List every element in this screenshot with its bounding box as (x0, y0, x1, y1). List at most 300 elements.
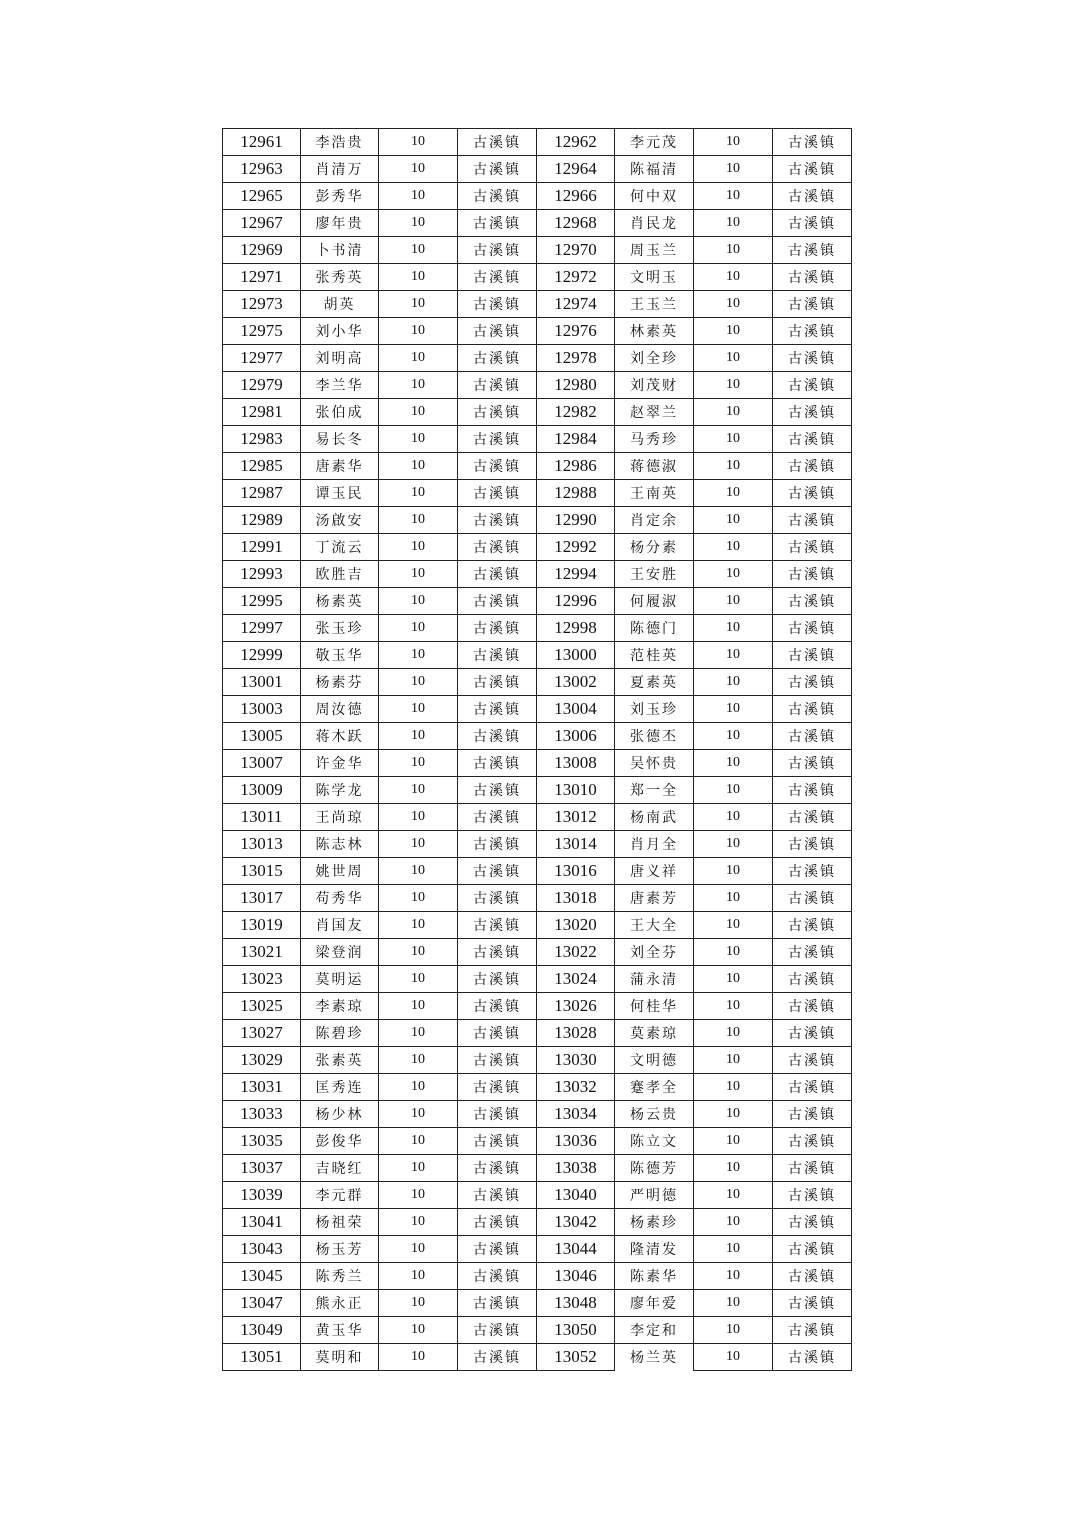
table-row (223, 750, 852, 777)
table-row (223, 1182, 852, 1209)
table-row (223, 318, 852, 345)
town-name-cell: 古溪镇 (458, 399, 537, 426)
person-name-cell: 杨素芬 (301, 669, 379, 696)
person-name-cell: 熊永正 (301, 1290, 379, 1317)
amount-cell: 10 (379, 561, 458, 588)
amount-cell: 10 (694, 291, 773, 318)
amount-cell: 10 (694, 696, 773, 723)
table-row (223, 1236, 852, 1263)
town-name-cell: 古溪镇 (773, 561, 852, 588)
record-id-cell: 13030 (537, 1047, 615, 1074)
record-id-cell: 12977 (223, 345, 301, 372)
table-row (223, 1101, 852, 1128)
person-name-cell: 谭玉民 (301, 480, 379, 507)
amount-cell: 10 (379, 237, 458, 264)
town-name-cell: 古溪镇 (773, 372, 852, 399)
record-id-cell: 12961 (223, 129, 301, 156)
person-name-cell: 彭秀华 (301, 183, 379, 210)
table-row (223, 885, 852, 912)
person-name-cell: 唐义祥 (615, 858, 694, 885)
table-row (223, 804, 852, 831)
person-name-cell: 廖年爱 (615, 1290, 694, 1317)
town-name-cell: 古溪镇 (458, 1182, 537, 1209)
person-name-cell: 王大全 (615, 912, 694, 939)
amount-cell: 10 (379, 156, 458, 183)
record-id-cell: 12987 (223, 480, 301, 507)
record-id-cell: 12964 (537, 156, 615, 183)
town-name-cell: 古溪镇 (458, 993, 537, 1020)
record-id-cell: 13045 (223, 1263, 301, 1290)
town-name-cell: 古溪镇 (458, 1209, 537, 1236)
person-name-cell: 隆清发 (615, 1236, 694, 1263)
amount-cell: 10 (379, 1236, 458, 1263)
amount-cell: 10 (694, 210, 773, 237)
record-id-cell: 12996 (537, 588, 615, 615)
town-name-cell: 古溪镇 (773, 426, 852, 453)
town-name-cell: 古溪镇 (458, 912, 537, 939)
person-name-cell: 李定和 (615, 1317, 694, 1344)
town-name-cell: 古溪镇 (773, 723, 852, 750)
table-row (223, 939, 852, 966)
record-id-cell: 13036 (537, 1128, 615, 1155)
table-row (223, 372, 852, 399)
town-name-cell: 古溪镇 (773, 885, 852, 912)
record-id-cell: 12991 (223, 534, 301, 561)
person-name-cell: 陈德芳 (615, 1155, 694, 1182)
table-row (223, 642, 852, 669)
amount-cell: 10 (694, 426, 773, 453)
town-name-cell: 古溪镇 (458, 426, 537, 453)
town-name-cell: 古溪镇 (773, 507, 852, 534)
town-name-cell: 古溪镇 (773, 831, 852, 858)
town-name-cell: 古溪镇 (458, 561, 537, 588)
table-row (223, 534, 852, 561)
person-name-cell: 陈德门 (615, 615, 694, 642)
person-name-cell: 许金华 (301, 750, 379, 777)
table-row (223, 1344, 852, 1371)
person-name-cell: 陈秀兰 (301, 1263, 379, 1290)
person-name-cell: 姚世周 (301, 858, 379, 885)
amount-cell: 10 (379, 318, 458, 345)
amount-cell: 10 (379, 1047, 458, 1074)
town-name-cell: 古溪镇 (773, 615, 852, 642)
person-name-cell: 蒋德淑 (615, 453, 694, 480)
table-row (223, 669, 852, 696)
table-row (223, 210, 852, 237)
person-name-cell: 刘小华 (301, 318, 379, 345)
town-name-cell: 古溪镇 (458, 129, 537, 156)
amount-cell: 10 (694, 453, 773, 480)
person-name-cell: 杨兰英 (615, 1344, 694, 1371)
table-row (223, 264, 852, 291)
record-id-cell: 13033 (223, 1101, 301, 1128)
amount-cell: 10 (694, 561, 773, 588)
town-name-cell: 古溪镇 (458, 750, 537, 777)
amount-cell: 10 (694, 1344, 773, 1371)
person-name-cell: 卜书清 (301, 237, 379, 264)
amount-cell: 10 (379, 1155, 458, 1182)
person-name-cell: 马秀珍 (615, 426, 694, 453)
amount-cell: 10 (379, 291, 458, 318)
person-name-cell: 杨分素 (615, 534, 694, 561)
person-name-cell: 李素琼 (301, 993, 379, 1020)
person-name-cell: 丁流云 (301, 534, 379, 561)
record-id-cell: 13009 (223, 777, 301, 804)
town-name-cell: 古溪镇 (458, 264, 537, 291)
amount-cell: 10 (379, 642, 458, 669)
record-id-cell: 13046 (537, 1263, 615, 1290)
amount-cell: 10 (694, 669, 773, 696)
record-id-cell: 12973 (223, 291, 301, 318)
town-name-cell: 古溪镇 (458, 723, 537, 750)
table-row (223, 1020, 852, 1047)
record-id-cell: 13039 (223, 1182, 301, 1209)
amount-cell: 10 (694, 1236, 773, 1263)
person-name-cell: 张秀英 (301, 264, 379, 291)
town-name-cell: 古溪镇 (773, 237, 852, 264)
record-id-cell: 13022 (537, 939, 615, 966)
amount-cell: 10 (379, 1317, 458, 1344)
person-name-cell: 王南英 (615, 480, 694, 507)
town-name-cell: 古溪镇 (773, 1236, 852, 1263)
town-name-cell: 古溪镇 (458, 615, 537, 642)
record-id-cell: 13032 (537, 1074, 615, 1101)
amount-cell: 10 (379, 696, 458, 723)
roster-table-body (223, 129, 852, 1371)
roster-table (222, 128, 852, 1371)
town-name-cell: 古溪镇 (773, 1155, 852, 1182)
table-row (223, 1074, 852, 1101)
amount-cell: 10 (694, 480, 773, 507)
town-name-cell: 古溪镇 (773, 777, 852, 804)
record-id-cell: 13051 (223, 1344, 301, 1371)
amount-cell: 10 (694, 534, 773, 561)
town-name-cell: 古溪镇 (773, 1209, 852, 1236)
town-name-cell: 古溪镇 (773, 993, 852, 1020)
table-row (223, 237, 852, 264)
record-id-cell: 12983 (223, 426, 301, 453)
town-name-cell: 古溪镇 (773, 1317, 852, 1344)
amount-cell: 10 (379, 1101, 458, 1128)
person-name-cell: 何履淑 (615, 588, 694, 615)
table-row (223, 426, 852, 453)
town-name-cell: 古溪镇 (773, 156, 852, 183)
record-id-cell: 13027 (223, 1020, 301, 1047)
amount-cell: 10 (379, 210, 458, 237)
person-name-cell: 杨素珍 (615, 1209, 694, 1236)
amount-cell: 10 (694, 1128, 773, 1155)
record-id-cell: 13015 (223, 858, 301, 885)
table-row (223, 777, 852, 804)
town-name-cell: 古溪镇 (458, 453, 537, 480)
town-name-cell: 古溪镇 (773, 642, 852, 669)
person-name-cell: 范桂英 (615, 642, 694, 669)
town-name-cell: 古溪镇 (458, 1128, 537, 1155)
person-name-cell: 严明德 (615, 1182, 694, 1209)
amount-cell: 10 (694, 1209, 773, 1236)
record-id-cell: 13028 (537, 1020, 615, 1047)
amount-cell: 10 (379, 129, 458, 156)
amount-cell: 10 (379, 669, 458, 696)
person-name-cell: 陈碧珍 (301, 1020, 379, 1047)
record-id-cell: 12966 (537, 183, 615, 210)
person-name-cell: 吉晓红 (301, 1155, 379, 1182)
person-name-cell: 胡英 (301, 291, 379, 318)
person-name-cell: 杨素英 (301, 588, 379, 615)
record-id-cell: 12997 (223, 615, 301, 642)
town-name-cell: 古溪镇 (773, 939, 852, 966)
amount-cell: 10 (694, 588, 773, 615)
record-id-cell: 13001 (223, 669, 301, 696)
record-id-cell: 13010 (537, 777, 615, 804)
record-id-cell: 12974 (537, 291, 615, 318)
town-name-cell: 古溪镇 (773, 1101, 852, 1128)
amount-cell: 10 (694, 1047, 773, 1074)
amount-cell: 10 (694, 264, 773, 291)
record-id-cell: 13041 (223, 1209, 301, 1236)
amount-cell: 10 (694, 183, 773, 210)
town-name-cell: 古溪镇 (458, 696, 537, 723)
person-name-cell: 张玉珍 (301, 615, 379, 642)
record-id-cell: 12970 (537, 237, 615, 264)
person-name-cell: 吴怀贵 (615, 750, 694, 777)
record-id-cell: 13005 (223, 723, 301, 750)
town-name-cell: 古溪镇 (773, 696, 852, 723)
amount-cell: 10 (379, 507, 458, 534)
person-name-cell: 张伯成 (301, 399, 379, 426)
person-name-cell: 唐素华 (301, 453, 379, 480)
record-id-cell: 12993 (223, 561, 301, 588)
record-id-cell: 13021 (223, 939, 301, 966)
amount-cell: 10 (694, 345, 773, 372)
town-name-cell: 古溪镇 (773, 1020, 852, 1047)
person-name-cell: 张素英 (301, 1047, 379, 1074)
person-name-cell: 肖清万 (301, 156, 379, 183)
amount-cell: 10 (379, 426, 458, 453)
town-name-cell: 古溪镇 (458, 1344, 537, 1371)
record-id-cell: 13003 (223, 696, 301, 723)
person-name-cell: 莫素琼 (615, 1020, 694, 1047)
record-id-cell: 13020 (537, 912, 615, 939)
record-id-cell: 13004 (537, 696, 615, 723)
town-name-cell: 古溪镇 (458, 939, 537, 966)
table-row (223, 480, 852, 507)
record-id-cell: 13050 (537, 1317, 615, 1344)
table-row (223, 291, 852, 318)
town-name-cell: 古溪镇 (458, 1317, 537, 1344)
town-name-cell: 古溪镇 (458, 210, 537, 237)
table-row (223, 993, 852, 1020)
amount-cell: 10 (694, 156, 773, 183)
person-name-cell: 刘玉珍 (615, 696, 694, 723)
record-id-cell: 13012 (537, 804, 615, 831)
person-name-cell: 陈学龙 (301, 777, 379, 804)
record-id-cell: 13002 (537, 669, 615, 696)
amount-cell: 10 (694, 399, 773, 426)
person-name-cell: 赵翠兰 (615, 399, 694, 426)
amount-cell: 10 (379, 777, 458, 804)
amount-cell: 10 (694, 1074, 773, 1101)
amount-cell: 10 (694, 804, 773, 831)
table-row (223, 345, 852, 372)
record-id-cell: 12988 (537, 480, 615, 507)
amount-cell: 10 (694, 1290, 773, 1317)
table-row (223, 588, 852, 615)
amount-cell: 10 (694, 723, 773, 750)
table-row (223, 1209, 852, 1236)
record-id-cell: 13014 (537, 831, 615, 858)
amount-cell: 10 (694, 1263, 773, 1290)
amount-cell: 10 (379, 372, 458, 399)
town-name-cell: 古溪镇 (773, 399, 852, 426)
record-id-cell: 13034 (537, 1101, 615, 1128)
amount-cell: 10 (694, 1101, 773, 1128)
person-name-cell: 肖民龙 (615, 210, 694, 237)
person-name-cell: 蒲永清 (615, 966, 694, 993)
amount-cell: 10 (694, 831, 773, 858)
record-id-cell: 13037 (223, 1155, 301, 1182)
record-id-cell: 12972 (537, 264, 615, 291)
town-name-cell: 古溪镇 (773, 534, 852, 561)
person-name-cell: 刘全珍 (615, 345, 694, 372)
person-name-cell: 苟秀华 (301, 885, 379, 912)
town-name-cell: 古溪镇 (458, 237, 537, 264)
town-name-cell: 古溪镇 (458, 1074, 537, 1101)
town-name-cell: 古溪镇 (773, 291, 852, 318)
person-name-cell: 敬玉华 (301, 642, 379, 669)
amount-cell: 10 (379, 939, 458, 966)
amount-cell: 10 (379, 993, 458, 1020)
table-row (223, 561, 852, 588)
record-id-cell: 13047 (223, 1290, 301, 1317)
person-name-cell: 杨南武 (615, 804, 694, 831)
record-id-cell: 13006 (537, 723, 615, 750)
table-row (223, 1317, 852, 1344)
amount-cell: 10 (379, 858, 458, 885)
record-id-cell: 12998 (537, 615, 615, 642)
town-name-cell: 古溪镇 (458, 345, 537, 372)
person-name-cell: 杨云贵 (615, 1101, 694, 1128)
record-id-cell: 13048 (537, 1290, 615, 1317)
town-name-cell: 古溪镇 (773, 588, 852, 615)
amount-cell: 10 (379, 885, 458, 912)
town-name-cell: 古溪镇 (458, 966, 537, 993)
amount-cell: 10 (694, 1317, 773, 1344)
town-name-cell: 古溪镇 (458, 1290, 537, 1317)
record-id-cell: 13016 (537, 858, 615, 885)
town-name-cell: 古溪镇 (773, 912, 852, 939)
record-id-cell: 12962 (537, 129, 615, 156)
person-name-cell: 蒋木跃 (301, 723, 379, 750)
table-row (223, 507, 852, 534)
person-name-cell: 廖年贵 (301, 210, 379, 237)
record-id-cell: 12965 (223, 183, 301, 210)
amount-cell: 10 (379, 264, 458, 291)
amount-cell: 10 (379, 1128, 458, 1155)
table-row (223, 723, 852, 750)
town-name-cell: 古溪镇 (458, 804, 537, 831)
record-id-cell: 13011 (223, 804, 301, 831)
person-name-cell: 肖国友 (301, 912, 379, 939)
town-name-cell: 古溪镇 (773, 345, 852, 372)
person-name-cell: 唐素芳 (615, 885, 694, 912)
amount-cell: 10 (379, 831, 458, 858)
person-name-cell: 夏素英 (615, 669, 694, 696)
person-name-cell: 莫明运 (301, 966, 379, 993)
record-id-cell: 13038 (537, 1155, 615, 1182)
amount-cell: 10 (694, 237, 773, 264)
person-name-cell: 汤啟安 (301, 507, 379, 534)
record-id-cell: 13017 (223, 885, 301, 912)
town-name-cell: 古溪镇 (458, 372, 537, 399)
town-name-cell: 古溪镇 (773, 453, 852, 480)
amount-cell: 10 (379, 1344, 458, 1371)
amount-cell: 10 (379, 1182, 458, 1209)
amount-cell: 10 (694, 939, 773, 966)
table-row (223, 831, 852, 858)
amount-cell: 10 (694, 507, 773, 534)
table-row (223, 696, 852, 723)
amount-cell: 10 (379, 453, 458, 480)
amount-cell: 10 (379, 966, 458, 993)
record-id-cell: 12981 (223, 399, 301, 426)
town-name-cell: 古溪镇 (773, 1047, 852, 1074)
table-row (223, 858, 852, 885)
record-id-cell: 13044 (537, 1236, 615, 1263)
town-name-cell: 古溪镇 (458, 1020, 537, 1047)
town-name-cell: 古溪镇 (773, 129, 852, 156)
town-name-cell: 古溪镇 (458, 480, 537, 507)
record-id-cell: 12980 (537, 372, 615, 399)
record-id-cell: 13008 (537, 750, 615, 777)
amount-cell: 10 (379, 1209, 458, 1236)
table-row (223, 183, 852, 210)
record-id-cell: 13019 (223, 912, 301, 939)
record-id-cell: 13035 (223, 1128, 301, 1155)
person-name-cell: 李元茂 (615, 129, 694, 156)
table-row (223, 912, 852, 939)
table-row (223, 1290, 852, 1317)
amount-cell: 10 (379, 1290, 458, 1317)
amount-cell: 10 (379, 804, 458, 831)
record-id-cell: 12976 (537, 318, 615, 345)
record-id-cell: 12982 (537, 399, 615, 426)
record-id-cell: 12978 (537, 345, 615, 372)
amount-cell: 10 (379, 1074, 458, 1101)
town-name-cell: 古溪镇 (458, 885, 537, 912)
amount-cell: 10 (379, 480, 458, 507)
record-id-cell: 13026 (537, 993, 615, 1020)
amount-cell: 10 (694, 858, 773, 885)
amount-cell: 10 (694, 372, 773, 399)
town-name-cell: 古溪镇 (458, 534, 537, 561)
town-name-cell: 古溪镇 (458, 1236, 537, 1263)
person-name-cell: 张德丕 (615, 723, 694, 750)
record-id-cell: 13040 (537, 1182, 615, 1209)
record-id-cell: 12990 (537, 507, 615, 534)
amount-cell: 10 (379, 1263, 458, 1290)
person-name-cell: 肖定余 (615, 507, 694, 534)
town-name-cell: 古溪镇 (773, 966, 852, 993)
town-name-cell: 古溪镇 (773, 1182, 852, 1209)
amount-cell: 10 (694, 642, 773, 669)
table-row (223, 966, 852, 993)
record-id-cell: 12994 (537, 561, 615, 588)
person-name-cell: 梁登润 (301, 939, 379, 966)
person-name-cell: 李元群 (301, 1182, 379, 1209)
person-name-cell: 林素英 (615, 318, 694, 345)
amount-cell: 10 (379, 399, 458, 426)
